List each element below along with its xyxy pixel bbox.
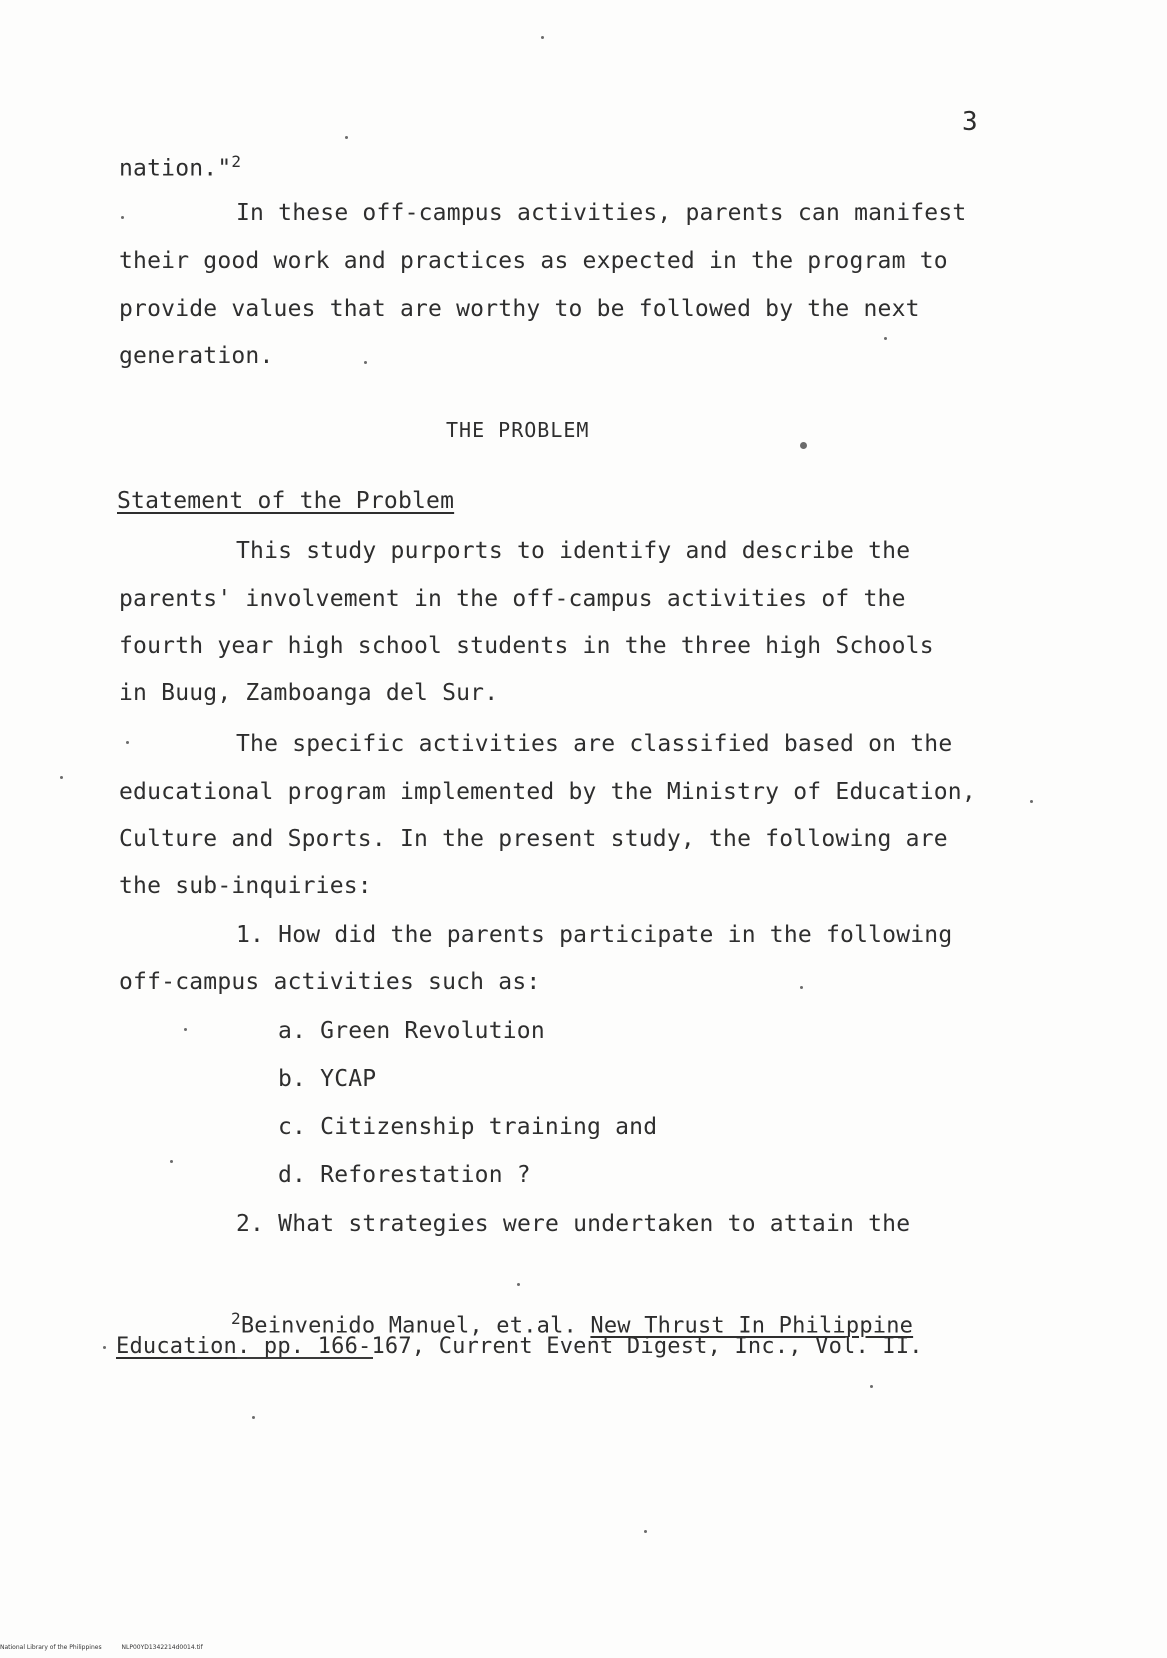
text-line: fourth year high school students in the three high Schools xyxy=(119,633,934,659)
text-line: This study purports to identify and describe the xyxy=(236,538,911,564)
scan-speck xyxy=(884,337,887,340)
text-line: in Buug, Zamboanga del Sur. xyxy=(119,680,499,706)
text-line: the sub-inquiries: xyxy=(119,873,372,899)
section-heading: THE PROBLEM xyxy=(446,418,590,442)
list-item: b. YCAP xyxy=(278,1066,377,1092)
text-line: 2. What strategies were undertaken to attain the xyxy=(236,1211,911,1237)
scan-speck xyxy=(517,1283,520,1286)
scan-speck xyxy=(644,1530,647,1533)
archive-code: NLP00YD1342214d0014.tif xyxy=(121,1644,203,1651)
footnote-line xyxy=(116,1333,923,1361)
text-span: nation." xyxy=(119,155,232,182)
scan-speck xyxy=(870,1385,873,1388)
scan-speck xyxy=(541,36,544,39)
scan-speck xyxy=(1030,800,1033,803)
text-line: their good work and practices as expected in the program to xyxy=(119,248,948,274)
list-item: c. Citizenship training and xyxy=(278,1114,658,1140)
text-line: off-campus activities such as: xyxy=(119,969,541,995)
footnote-text: Beinvenido Manuel, et.al. xyxy=(240,1313,591,1339)
list-item: d. Reforestation ? xyxy=(278,1162,531,1188)
scan-speck xyxy=(121,216,124,219)
scan-speck xyxy=(800,442,807,449)
scan-speck xyxy=(126,741,129,744)
text-line xyxy=(119,148,241,183)
footnote-marker: 2 xyxy=(231,1309,241,1328)
text-line: educational program implemented by the Ministry of Education, xyxy=(119,779,976,805)
text-line: provide values that are worthy to be followed by the next xyxy=(119,296,920,322)
scan-speck xyxy=(345,136,348,139)
page-number: 3 xyxy=(962,107,978,137)
text-line: 1. How did the parents participate in the following xyxy=(236,922,953,948)
archive-library: National Library of the Philippines xyxy=(0,1644,102,1651)
subsection-heading: Statement of the Problem xyxy=(117,488,455,514)
footnote-title: New Thrust In Philippine xyxy=(590,1313,914,1339)
scan-speck xyxy=(252,1416,255,1419)
scan-speck xyxy=(60,776,63,779)
text-line: generation. xyxy=(119,343,274,369)
scan-speck xyxy=(800,986,803,989)
scan-speck xyxy=(184,1028,187,1031)
text-line: In these off-campus activities, parents can manifest xyxy=(236,200,967,226)
text-line: Culture and Sports. In the present study, the following are xyxy=(119,826,948,852)
scan-speck xyxy=(364,361,367,364)
scan-speck xyxy=(103,1346,106,1349)
archive-footer xyxy=(0,1644,203,1652)
footnote-text: . pp. 166-167, Current Event Digest, Inc., Vol. II. xyxy=(237,1334,923,1359)
scan-speck xyxy=(170,1160,173,1163)
text-line: The specific activities are classified based on the xyxy=(236,731,953,757)
text-line: parents' involvement in the off-campus activities of the xyxy=(119,586,906,612)
list-item: a. Green Revolution xyxy=(278,1018,545,1044)
footnote-title: Education xyxy=(116,1334,238,1359)
footnote-marker: 2 xyxy=(231,152,242,171)
